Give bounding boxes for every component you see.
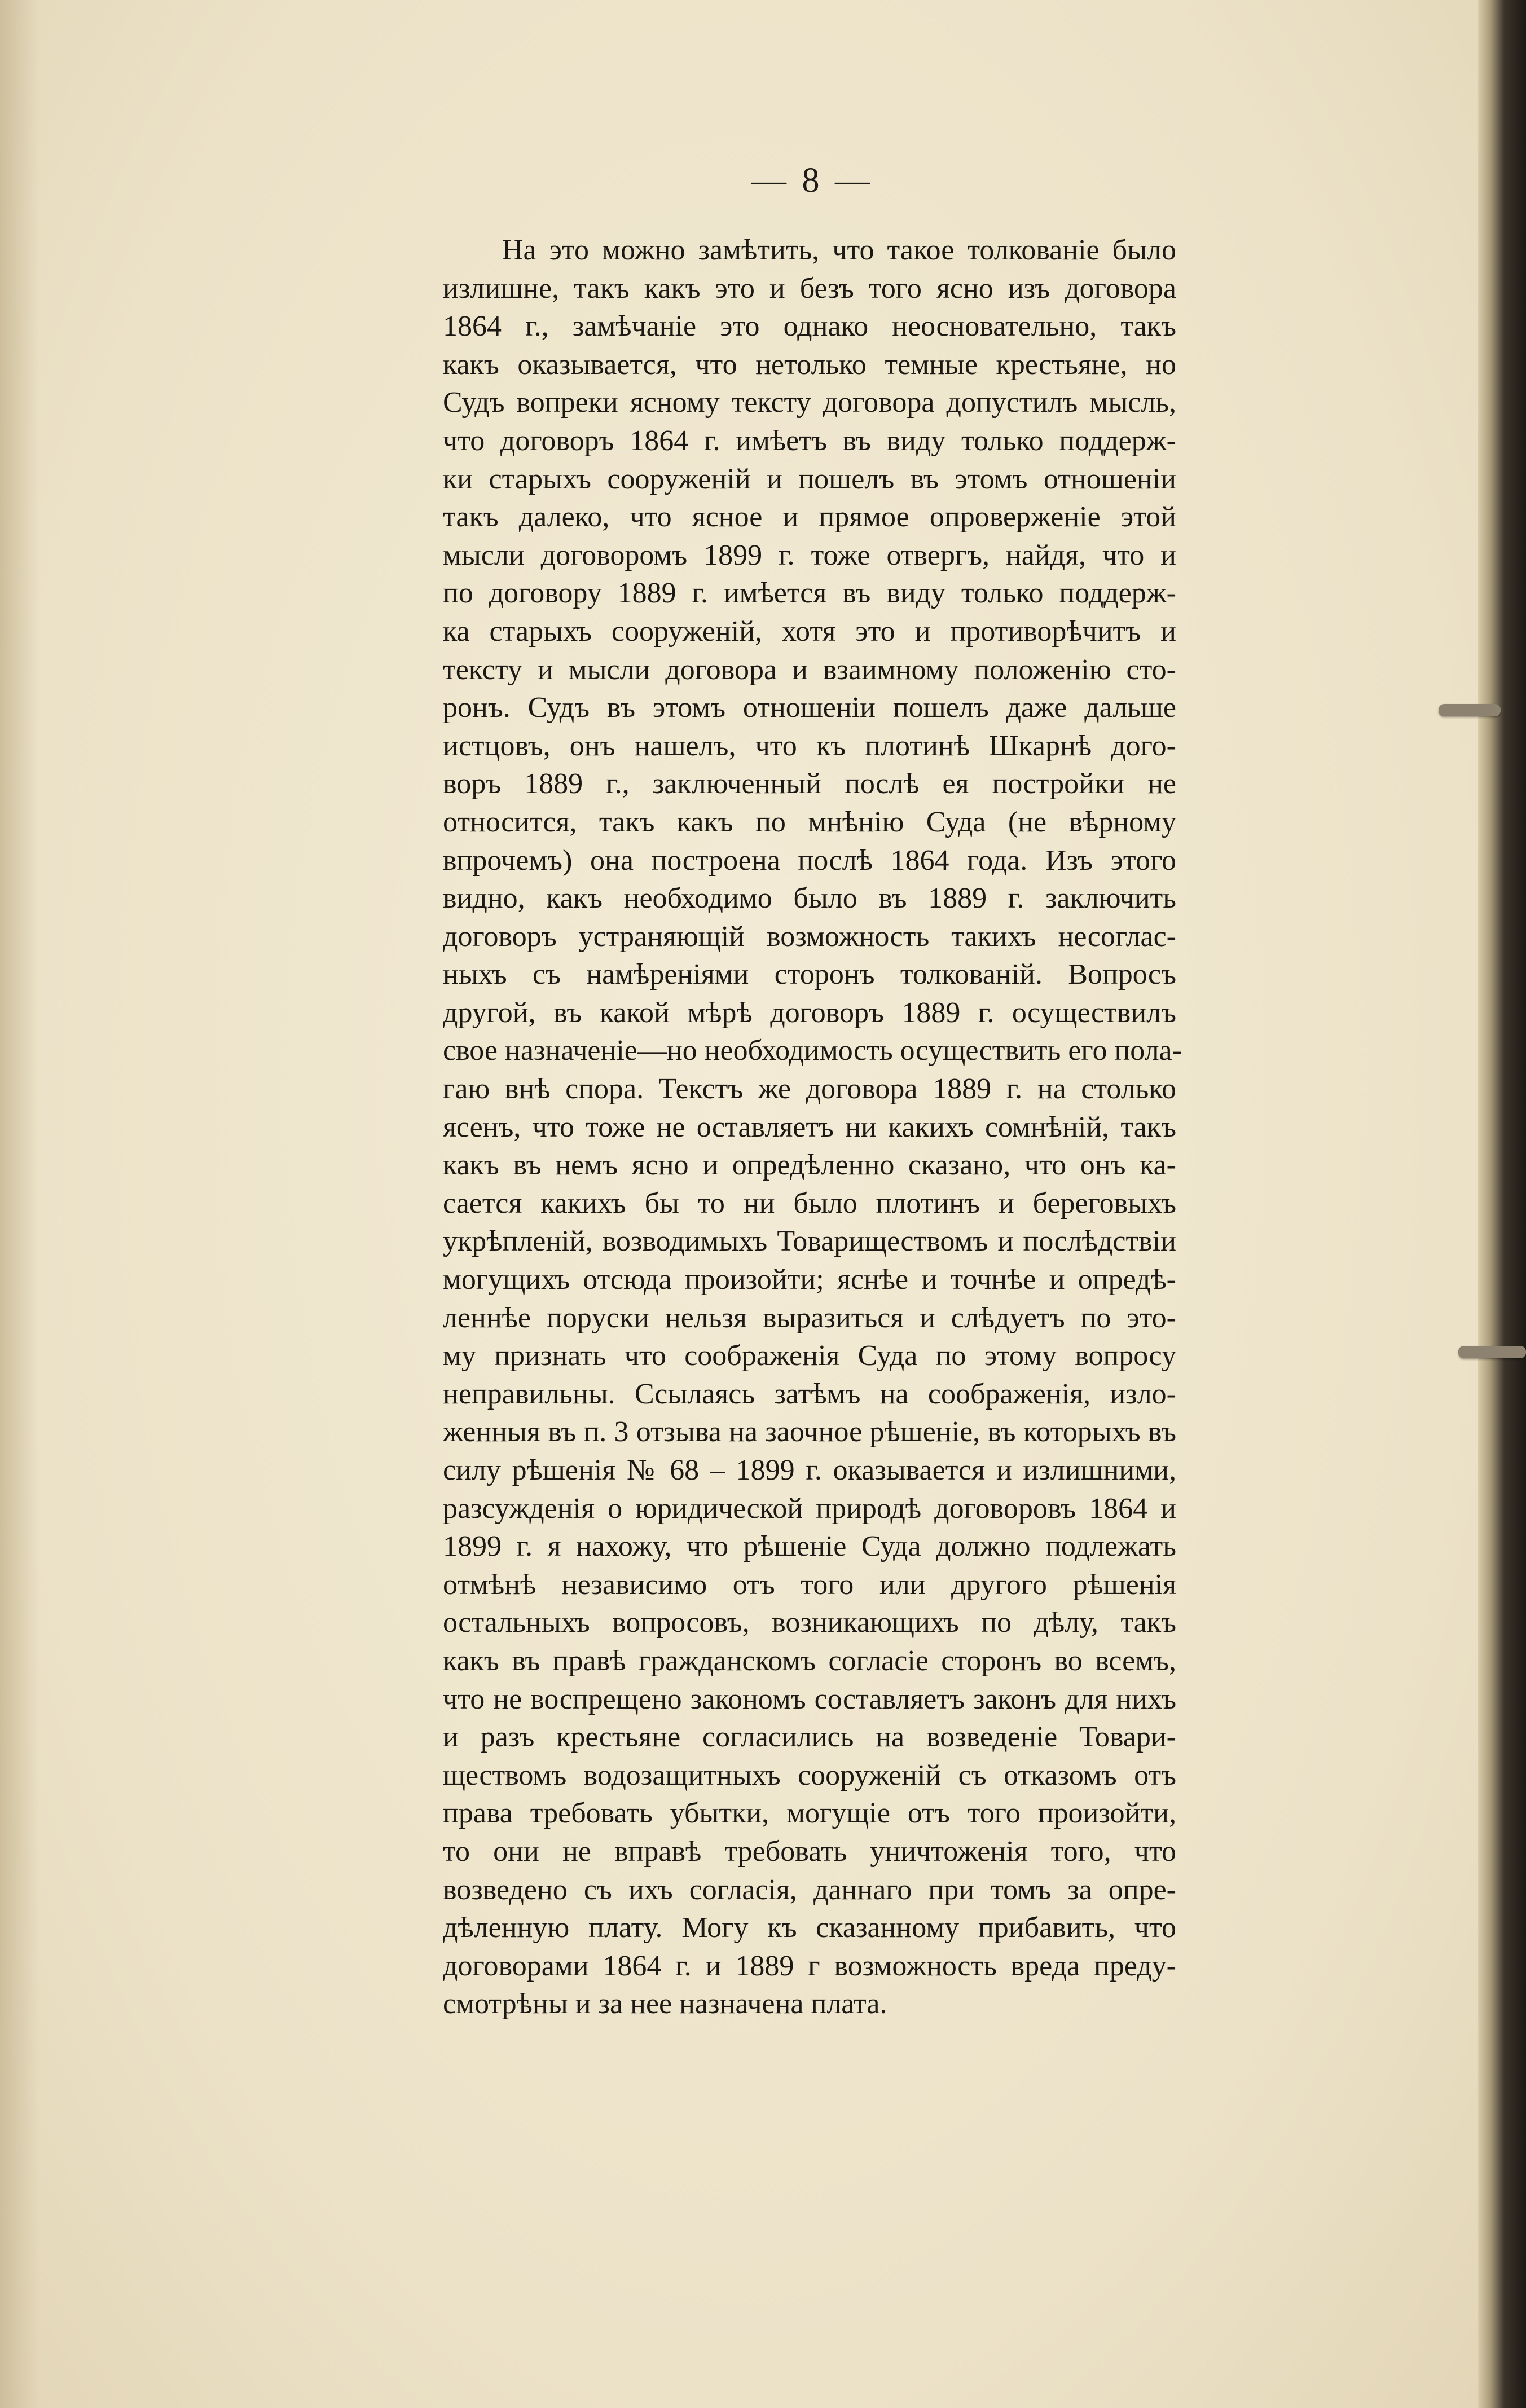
text-line: договорами 1864 г. и 1889 г возможность вреда преду-	[443, 1949, 1176, 1982]
text-line: 1899 г. я нахожу, что рѣшеніе Суда должно подлежать	[443, 1530, 1176, 1563]
text-line: мысли договоромъ 1899 г. тоже отвергъ, найдя, что и	[443, 539, 1176, 571]
text-line: 1864 г., замѣчаніе это однако неосновательно, такъ	[443, 310, 1176, 343]
text-line: относится, такъ какъ по мнѣнію Суда (не вѣрному	[443, 805, 1176, 838]
spine-shadow	[0, 0, 39, 2408]
text-line: ка старыхъ сооруженій, хотя это и противорѣчитъ и	[443, 615, 1176, 648]
text-line: сается какихъ бы то ни было плотинъ и береговыхъ	[443, 1187, 1176, 1220]
text-line: тексту и мысли договора и взаимному положенію сто-	[443, 653, 1176, 686]
text-line: ныхъ съ намѣреніями сторонъ толкованій. Вопросъ	[443, 958, 1176, 991]
text-line: какъ въ правѣ гражданскомъ согласіе сторонъ во всемъ,	[443, 1644, 1176, 1677]
text-line: разсужденія о юридической природѣ договоровъ 1864 и	[443, 1492, 1176, 1525]
binding-edge	[1478, 0, 1526, 2408]
text-line: впрочемъ) она построена послѣ 1864 года. Изъ этого	[443, 844, 1176, 877]
page-number: — 8 —	[751, 161, 873, 200]
text-line: что договоръ 1864 г. имѣетъ въ виду только поддерж-	[443, 424, 1176, 457]
text-line: какъ въ немъ ясно и опредѣленно сказано, что онъ ка-	[443, 1149, 1176, 1182]
text-line: ронъ. Судъ въ этомъ отношеніи пошелъ даже дальше	[443, 692, 1176, 724]
binding-clip-lower	[1458, 1346, 1526, 1358]
text-line: остальныхъ вопросовъ, возникающихъ по дѣлу, такъ	[443, 1606, 1176, 1639]
text-line: На это можно замѣтить, что такое толкованіе было	[502, 234, 1176, 266]
text-line: неправильны. Ссылаясь затѣмъ на соображенія, изло-	[443, 1377, 1176, 1410]
text-line: Судъ вопреки ясному тексту договора допустилъ мысль,	[443, 386, 1176, 419]
text-line: истцовъ, онъ нашелъ, что къ плотинѣ Шкарнѣ дого-	[443, 729, 1176, 762]
text-line: воръ 1889 г., заключенный послѣ ея постройки не	[443, 768, 1176, 800]
text-line: другой, въ какой мѣрѣ договоръ 1889 г. осуществилъ	[443, 996, 1176, 1029]
body-text	[443, 231, 1182, 2023]
text-line: возведено съ ихъ согласія, даннаго при томъ за опре-	[443, 1873, 1176, 1906]
text-line: ясенъ, что тоже не оставляетъ ни какихъ сомнѣній, такъ	[443, 1111, 1176, 1143]
text-line: излишне, такъ какъ это и безъ того ясно изъ договора	[443, 272, 1176, 305]
text-line: отмѣнѣ независимо отъ того или другого рѣшенія	[443, 1568, 1176, 1601]
text-line: ществомъ водозащитныхъ сооруженій съ отказомъ отъ	[443, 1759, 1176, 1791]
text-line: женныя въ п. 3 отзыва на заочное рѣшеніе, въ которыхъ въ	[443, 1416, 1176, 1449]
text-line: договоръ устраняющій возможность такихъ несоглас-	[443, 920, 1176, 953]
text-line: что не воспрещено закономъ составляетъ законъ для нихъ	[443, 1683, 1176, 1715]
text-line: леннѣе порyски нельзя выразиться и слѣдуетъ по это-	[443, 1301, 1176, 1334]
text-line: видно, какъ необходимо было въ 1889 г. заключить	[443, 882, 1176, 915]
text-line: права требовать убытки, могущіе отъ того произойти,	[443, 1797, 1176, 1830]
text-line: могущихъ отсюда произойти; яснѣе и точнѣе и опредѣ-	[443, 1264, 1176, 1296]
text-line: такъ далеко, что ясное и прямое опроверженіе этой	[443, 501, 1176, 534]
binding-clip-upper	[1439, 704, 1501, 716]
text-line: то они не вправѣ требовать уничтоженія того, что	[443, 1835, 1176, 1868]
text-line: свое назначеніе—но необходимость осуществить его пола-	[443, 1034, 1182, 1067]
text-line: смотрѣны и за нее назначена плата.	[443, 1988, 887, 2020]
text-line: укрѣпленій, возводимыхъ Товариществомъ и послѣдствіи	[443, 1225, 1176, 1258]
text-line: дѣленную плату. Могу къ сказанному прибавить, что	[443, 1912, 1176, 1944]
text-line: какъ оказывается, что нетолько темные крестьяне, но	[443, 348, 1176, 381]
text-line: ки старыхъ сооруженій и пошелъ въ этомъ отношеніи	[443, 463, 1176, 495]
text-line: гаю внѣ спора. Текстъ же договора 1889 г. на столько	[443, 1073, 1176, 1106]
text-line: и разъ крестьяне согласились на возведеніе Товари-	[443, 1721, 1176, 1754]
text-line: по договору 1889 г. имѣется въ виду только поддерж-	[443, 577, 1176, 610]
text-line: му признать что соображенія Суда по этому вопросу	[443, 1340, 1176, 1372]
text-line: силу рѣшенія № 68 – 1899 г. оказывается и излишними,	[443, 1454, 1176, 1486]
